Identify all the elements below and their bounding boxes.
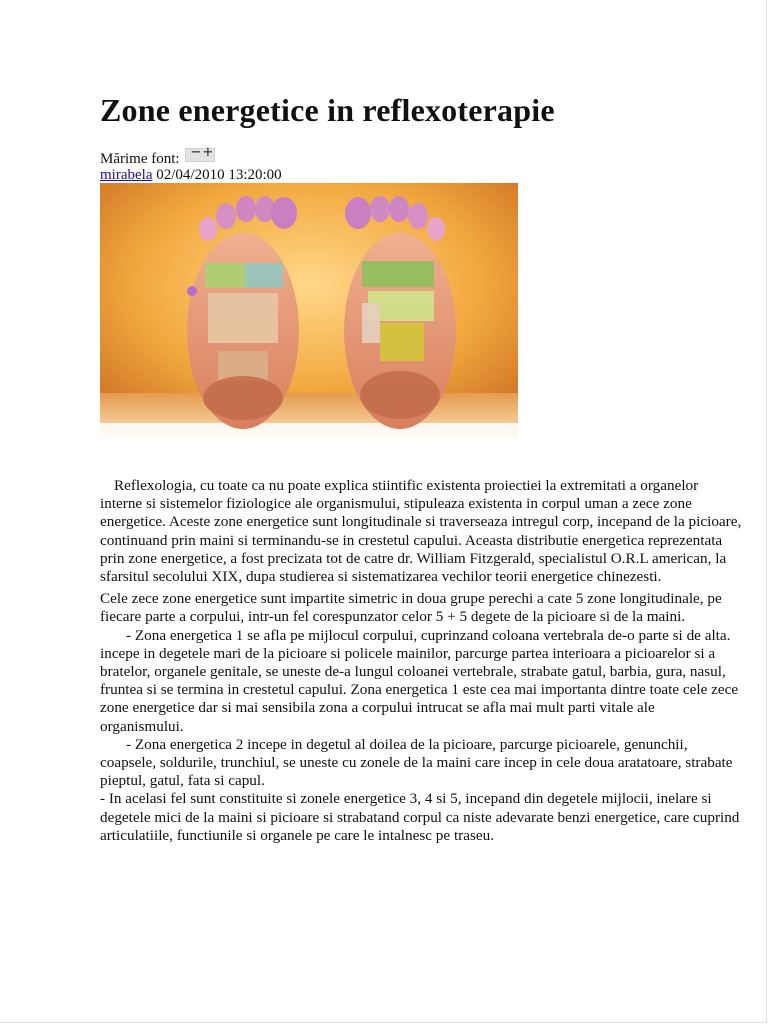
publish-datetime: 02/04/2010 13:20:00 <box>156 167 282 183</box>
paragraph-zone-2: - Zona energetica 2 incepe in degetul al doilea de la picioare, parcurge picioarele, genunchii, coapsele, soldurile, trunchiul, se uneste cu zonele de la maini care incep in cele doua aratatoare, strabate pieptul, gatul, fata si capul. <box>100 735 733 790</box>
paragraph-zone-1: - Zona energetica 1 se afla pe mijlocul corpului, cuprinzand coloana vertebrala de-o parte si de alta. incepe in degetele mari de la picioare si policele mainilor, parcurge partea interioara a picioarelor si a bratelor, organele genitale, se uneste de-a lungul coloanei vertebrale, strabate gatul, barbia, gura, nasul, fruntea si se termina in crestetul capului. Zona energetica 1 este cea mai importanta dintre toate cele zece zone energetice dar si mai sensibila zona a corpului intrucat se afla mai mult parti vitale ale organismului. <box>100 626 739 735</box>
feet-illustration <box>100 183 518 438</box>
font-size-label: Mărime font: <box>100 151 180 167</box>
article-body <box>100 477 742 845</box>
font-size-controls <box>185 145 215 162</box>
reflexology-feet-image <box>100 183 518 438</box>
increase-font-button[interactable]: + <box>202 145 214 160</box>
font-size-row <box>100 145 215 168</box>
article-meta <box>100 166 282 184</box>
paragraph-intro: Reflexologia, cu toate ca nu poate explica stiintific existenta proiectiei la extremitati a organelor interne si sistemelor fiziologice ale organismului, stipuleaza existenta in corpul uman a zece zone energetice. Aceste zone energetice sunt longitudinale si traverseaza intregul corp, incepand de la picioare, continuand prin maini si terminandu-se in crestetul capului. Aceasta distributie energetica reprezentata prin zone energetice, a fost precizata tot de catre dr. William Fitzgerald, specialistul O.R.L american, la sfarsitul secolului XIX, dupa studierea si sistematizarea vechilor teorii energetice chinezesti. <box>100 477 742 586</box>
paragraph-zones-3-5: - In acelasi fel sunt constituite si zonele energetice 3, 4 si 5, incepand din degetele mijlocii, inelare si degetele mici de la maini si picioare si strabatand corpul ca niste adevarate benzi energetice, care cuprind articulatiile, functiunile si organele pe care le intalnesc pe traseu. <box>100 790 740 844</box>
author-link[interactable]: mirabela <box>100 167 153 183</box>
decrease-font-button[interactable]: − <box>190 145 202 160</box>
article-title: Zone energetice in reflexoterapie <box>100 92 555 128</box>
paragraph-zones: Cele zece zone energetice sunt impartite simetric in doua grupe perechi a cate 5 zone longitudinale, pe fiecare parte a corpului, intr-un fel corespunzator celor 5 + 5 degete de la picioare si de la maini. <box>100 590 722 626</box>
